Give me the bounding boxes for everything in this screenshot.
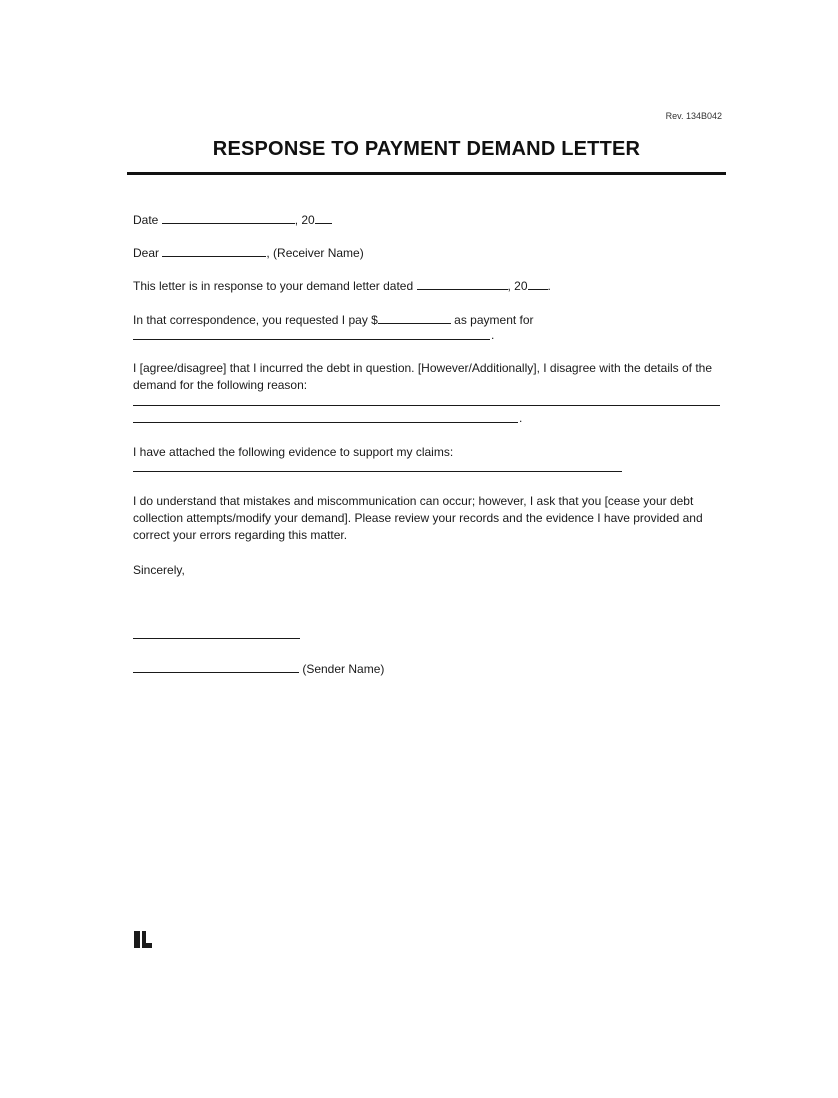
closing-paragraph: I do understand that mistakes and miscommunication can occur; however, I ask that you [cease your debt collection attempts/modify your demand]. Please review your records and the evidence I have provided and correct your errors regarding this matter. (133, 494, 703, 542)
document-title: RESPONSE TO PAYMENT DEMAND LETTER (212, 138, 641, 160)
response-line (133, 277, 551, 295)
reason-end: . (519, 411, 523, 425)
agree-paragraph: I [agree/disagree] that I incurred the debt in question. [However/Additionally], I disagree with the details of the demand for the following reason: (133, 361, 713, 392)
sender-suffix: (Sender Name) (299, 662, 385, 676)
date-blank[interactable] (162, 211, 295, 224)
date-year-prefix: , 20 (294, 213, 315, 227)
lawdistrict-logo-icon (134, 931, 152, 948)
response-year-prefix: , 20 (507, 279, 528, 293)
receiver-suffix: , (Receiver Name) (266, 246, 364, 260)
amount-blank[interactable] (378, 311, 451, 324)
reason-blank-2[interactable] (133, 422, 518, 423)
request-text: In that correspondence, you requested I pay $ (133, 313, 378, 327)
date-year-blank[interactable] (315, 211, 332, 224)
date-label: Date (133, 213, 159, 227)
sender-name-blank[interactable] (133, 660, 299, 673)
sender-line (133, 660, 384, 678)
evidence-line: I have attached the following evidence to support my claims: (133, 445, 454, 459)
response-text: This letter is in response to your demand letter dated (133, 279, 414, 293)
evidence-blank[interactable] (133, 471, 622, 472)
salutation-line (133, 244, 364, 262)
sincerely-text: Sincerely, (133, 563, 185, 577)
response-end: . (547, 279, 551, 293)
request-end: . (491, 328, 495, 342)
reason-blank-1[interactable] (133, 405, 720, 406)
payment-purpose-blank[interactable] (133, 339, 490, 340)
demand-date-blank[interactable] (417, 277, 508, 290)
receiver-blank[interactable] (162, 244, 266, 257)
revision-code: Rev. 134B042 (665, 111, 722, 121)
dear-label: Dear (133, 246, 160, 260)
response-year-blank[interactable] (528, 277, 548, 290)
payment-for-text: as payment for (454, 313, 534, 327)
signature-blank[interactable] (133, 638, 300, 639)
title-underline (127, 172, 726, 175)
date-line (133, 211, 332, 229)
request-line (133, 311, 534, 329)
